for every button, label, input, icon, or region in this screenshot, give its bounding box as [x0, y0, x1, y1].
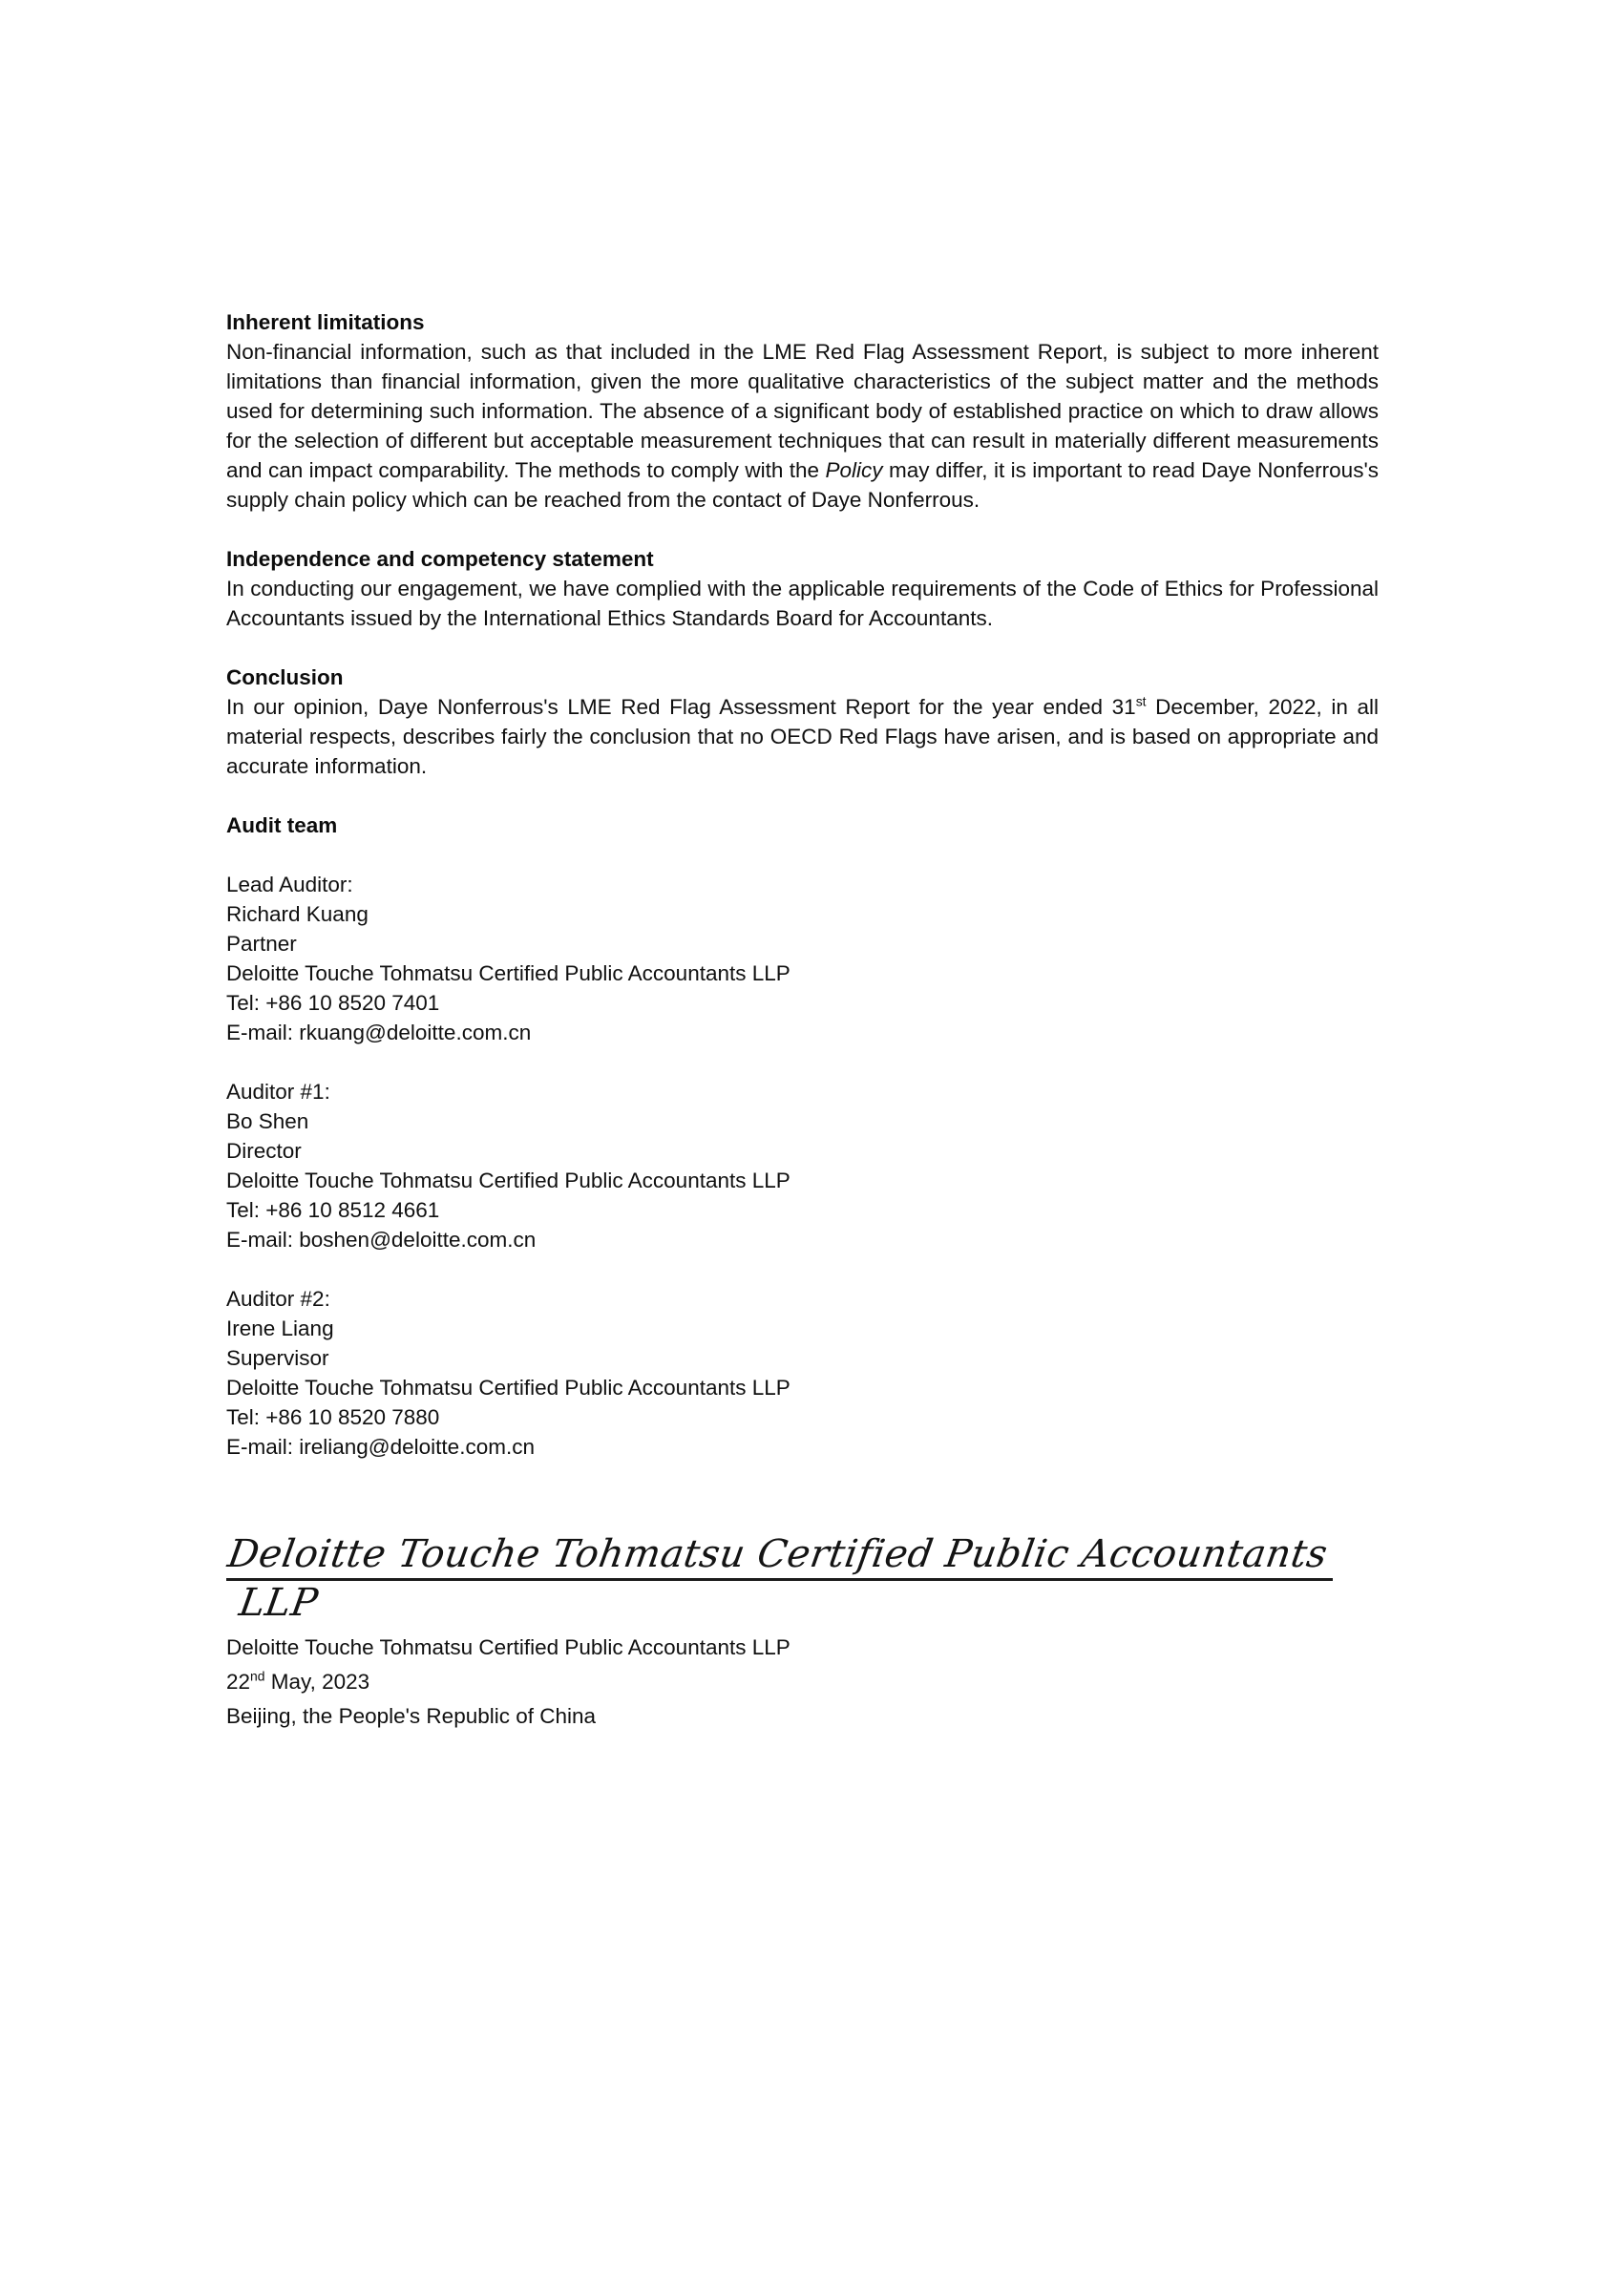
conclusion-text-after-ordinal: December, 2022, in all material respects, describes fairly the conclusion that no OECD Red Flags have arisen, and is based on appropriate and accurate information.: [226, 695, 1379, 778]
auditor-name: Irene Liang: [226, 1317, 334, 1340]
auditor-role-label: Auditor #2:: [226, 1287, 330, 1311]
paragraph-conclusion: [226, 692, 1379, 781]
auditor-firm: Deloitte Touche Tohmatsu Certified Public Accountants LLP: [226, 961, 790, 985]
signature-block: [226, 1532, 1379, 1734]
section-spacer: [226, 781, 1379, 811]
date-day: 22: [226, 1670, 251, 1694]
heading-inherent-limitations: Inherent limitations: [226, 310, 425, 334]
auditor-role-label: Auditor #1:: [226, 1080, 330, 1104]
auditor-block-lead: [226, 870, 1379, 1047]
date-ordinal-suffix: nd: [250, 1668, 265, 1684]
handwritten-signature: Deloitte Touche Tohmatsu Certified Public Accountants: [224, 1532, 1331, 1576]
auditor-title: Director: [226, 1139, 302, 1163]
signature-location: Beijing, the People's Republic of China: [226, 1704, 597, 1728]
auditor-tel: Tel: +86 10 8520 7880: [226, 1405, 440, 1429]
auditor-title: Partner: [226, 932, 297, 956]
auditor-block-1: [226, 1077, 1379, 1254]
handwritten-signature-suffix: LLP: [236, 1581, 322, 1625]
auditor-title: Supervisor: [226, 1346, 329, 1370]
policy-italic-word: Policy: [825, 458, 883, 482]
heading-conclusion: Conclusion: [226, 665, 344, 689]
auditor-email: E-mail: ireliang@deloitte.com.cn: [226, 1435, 535, 1459]
section-audit-team: [226, 811, 1379, 1462]
audit-team-spacer: [226, 840, 1379, 870]
conclusion-ordinal-suffix: st: [1135, 693, 1147, 709]
section-spacer: [226, 515, 1379, 544]
inherent-text-after-policy: may differ, it is important to read Daye Nonferrous's supply chain policy which can be reached from the contact of Daye Nonferrous.: [226, 458, 1379, 512]
auditor-block-2: [226, 1284, 1379, 1462]
auditor-name: Bo Shen: [226, 1109, 309, 1133]
section-conclusion: [226, 663, 1379, 781]
auditor-tel: Tel: +86 10 8512 4661: [226, 1198, 440, 1222]
inherent-text-before-policy: Non-financial information, such as that included in the LME Red Flag Assessment Report, is subject to more inherent limitations than financial information, given the more qualitative characteristics of the subject matter and the methods used for determining such information. The absence of a significant body of established practice on which to draw allows for the selection of different but acceptable measurement techniques that can result in materially different measurements and can impact comparability. The methods to comply with the: [226, 340, 1379, 482]
auditor-name: Richard Kuang: [226, 902, 369, 926]
auditor-spacer: [226, 1047, 1379, 1077]
section-inherent-limitations: [226, 307, 1379, 515]
section-spacer: [226, 633, 1379, 663]
auditor-tel: Tel: +86 10 8520 7401: [226, 991, 440, 1015]
date-rest: May, 2023: [264, 1670, 370, 1694]
paragraph-inherent-limitations: [226, 337, 1379, 515]
signature-underline: [226, 1532, 1333, 1581]
auditor-email: E-mail: boshen@deloitte.com.cn: [226, 1228, 537, 1252]
auditor-email: E-mail: rkuang@deloitte.com.cn: [226, 1021, 532, 1044]
page-content: [226, 307, 1379, 1734]
auditor-firm: Deloitte Touche Tohmatsu Certified Public Accountants LLP: [226, 1376, 790, 1400]
auditor-firm: Deloitte Touche Tohmatsu Certified Public Accountants LLP: [226, 1169, 790, 1192]
heading-independence-statement: Independence and competency statement: [226, 547, 654, 571]
signature-date: [226, 1665, 1379, 1699]
signature-row: [226, 1532, 1379, 1625]
conclusion-text-before-ordinal: In our opinion, Daye Nonferrous's LME Red Flag Assessment Report for the year ended 31: [226, 695, 1136, 719]
signature-firm-printed: Deloitte Touche Tohmatsu Certified Public Accountants LLP: [226, 1635, 790, 1659]
section-independence-statement: [226, 544, 1379, 633]
heading-audit-team: Audit team: [226, 813, 338, 837]
auditor-role-label: Lead Auditor:: [226, 873, 353, 896]
paragraph-independence-statement: In conducting our engagement, we have complied with the applicable requirements of the Code of Ethics for Professional Accountants issued by the International Ethics Standards Board for Accountants.: [226, 577, 1379, 630]
auditor-spacer: [226, 1254, 1379, 1284]
